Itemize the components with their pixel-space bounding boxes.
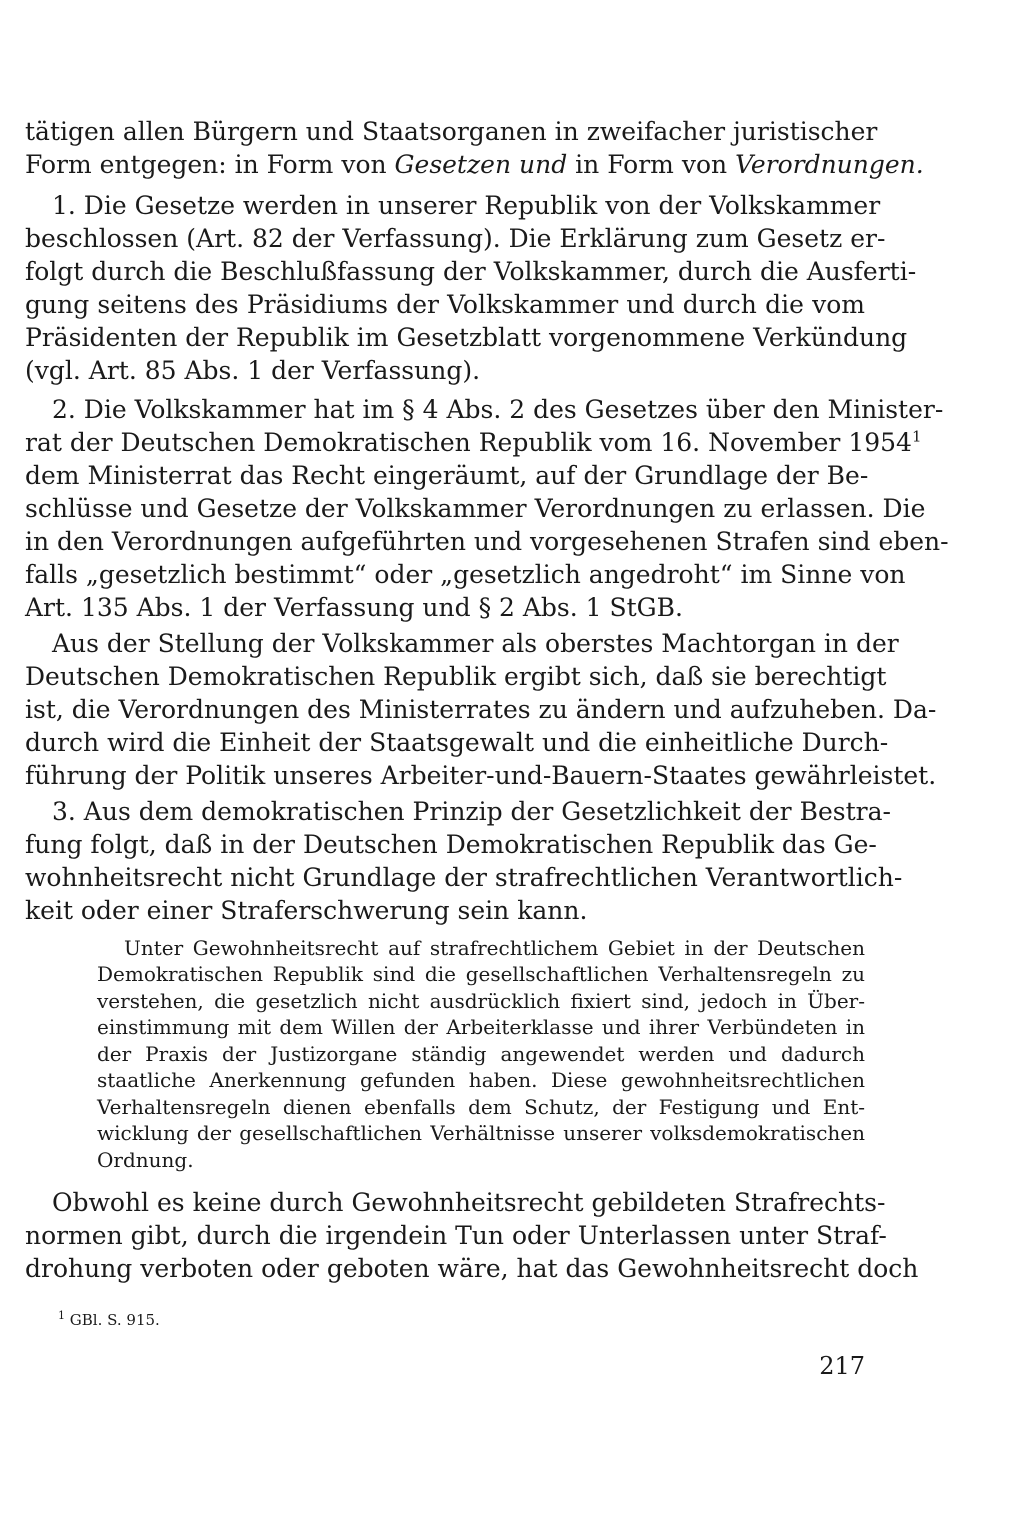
body-line: dem Ministerrat das Recht eingeräumt, auf der Grundlage der Be- (25, 461, 869, 490)
page-number: 217 (819, 1352, 865, 1380)
body-line: 2. Die Volkskammer hat im § 4 Abs. 2 des Gesetzes über den Minister- (52, 395, 944, 424)
small-print-line: einstimmung mit dem Willen der Arbeiterklasse und ihrer Verbündeten in (97, 1015, 865, 1039)
footnote-text: GBl. S. 915. (69, 1311, 160, 1329)
body-line: Deutschen Demokratischen Republik ergibt sich, daß sie berechtigt (25, 662, 887, 691)
body-line: keit oder einer Straferschwerung sein kann. (25, 896, 588, 925)
body-line: führung der Politik unseres Arbeiter-und-Bauern-Staates gewährleistet. (25, 761, 937, 790)
text-run: in Form von (567, 150, 736, 179)
footnote (58, 1306, 160, 1330)
body-line: folgt durch die Beschlußfassung der Volkskammer, durch die Ausferti- (25, 257, 917, 286)
body-line: tätigen allen Bürgern und Staatsorganen in zweifacher juristischer (25, 117, 878, 146)
emphasis-text: Verordnungen. (735, 150, 924, 179)
emphasis-text: Gesetzen und (394, 150, 568, 179)
small-print-line: Verhaltensregeln dienen ebenfalls dem Schutz, der Festigung und Ent- (97, 1095, 865, 1119)
body-line: ist, die Verordnungen des Ministerrates zu ändern und aufzuheben. Da- (25, 695, 937, 724)
body-line (25, 426, 922, 459)
body-line: wohnheitsrecht nicht Grundlage der strafrechtlichen Verantwortlich- (25, 863, 903, 892)
body-line: Präsidenten der Republik im Gesetzblatt vorgenommene Verkündung (25, 323, 908, 352)
footnote-mark: 1 (58, 1309, 65, 1322)
body-line: gung seitens des Präsidiums der Volkskammer und durch die vom (25, 290, 865, 319)
body-line: schlüsse und Gesetze der Volkskammer Verordnungen zu erlassen. Die (25, 494, 926, 523)
body-line: Aus der Stellung der Volkskammer als oberstes Machtorgan in der (52, 629, 899, 658)
body-line: in den Verordnungen aufgeführten und vorgesehenen Strafen sind eben- (25, 527, 949, 556)
body-line: beschlossen (Art. 82 der Verfassung). Die Erklärung zum Gesetz er- (25, 224, 886, 253)
small-print-line: der Praxis der Justizorgane ständig angewendet werden und dadurch (97, 1042, 865, 1066)
small-print-line: verstehen, die gesetzlich nicht ausdrücklich fixiert sind, jedoch in Über- (97, 989, 865, 1013)
small-print-line: staatliche Anerkennung gefunden haben. Diese gewohnheitsrechtlichen (97, 1068, 865, 1092)
body-line: durch wird die Einheit der Staatsgewalt und die einheitliche Durch- (25, 728, 889, 757)
body-line (25, 148, 924, 181)
text-run: rat der Deutschen Demokratischen Republik vom 16. November 1954 (25, 428, 912, 457)
small-print-line: Unter Gewohnheitsrecht auf strafrechtlichem Gebiet in der Deutschen (124, 936, 865, 960)
small-print-line: Ordnung. (97, 1148, 194, 1172)
small-print-line: wicklung der gesellschaftlichen Verhältnisse unserer volksdemokratischen (97, 1121, 865, 1145)
body-line: falls „gesetzlich bestimmt“ oder „gesetzlich angedroht“ im Sinne von (25, 560, 906, 589)
body-line: Art. 135 Abs. 1 der Verfassung und § 2 Abs. 1 StGB. (25, 593, 683, 622)
small-print-line: Demokratischen Republik sind die gesellschaftlichen Verhaltensregeln zu (97, 962, 865, 986)
body-line: drohung verboten oder geboten wäre, hat das Gewohnheitsrecht doch (25, 1254, 919, 1283)
body-line: normen gibt, durch die irgendein Tun oder Unterlassen unter Straf- (25, 1221, 887, 1250)
body-line: Obwohl es keine durch Gewohnheitsrecht gebildeten Strafrechts- (52, 1188, 886, 1217)
text-run: Form entgegen: in Form von (25, 150, 395, 179)
footnote-reference: 1 (911, 427, 922, 446)
body-line: (vgl. Art. 85 Abs. 1 der Verfassung). (25, 356, 481, 385)
body-line: fung folgt, daß in der Deutschen Demokratischen Republik das Ge- (25, 830, 877, 859)
body-line: 1. Die Gesetze werden in unserer Republik von der Volkskammer (52, 191, 881, 220)
body-line: 3. Aus dem demokratischen Prinzip der Gesetzlichkeit der Bestra- (52, 797, 891, 826)
